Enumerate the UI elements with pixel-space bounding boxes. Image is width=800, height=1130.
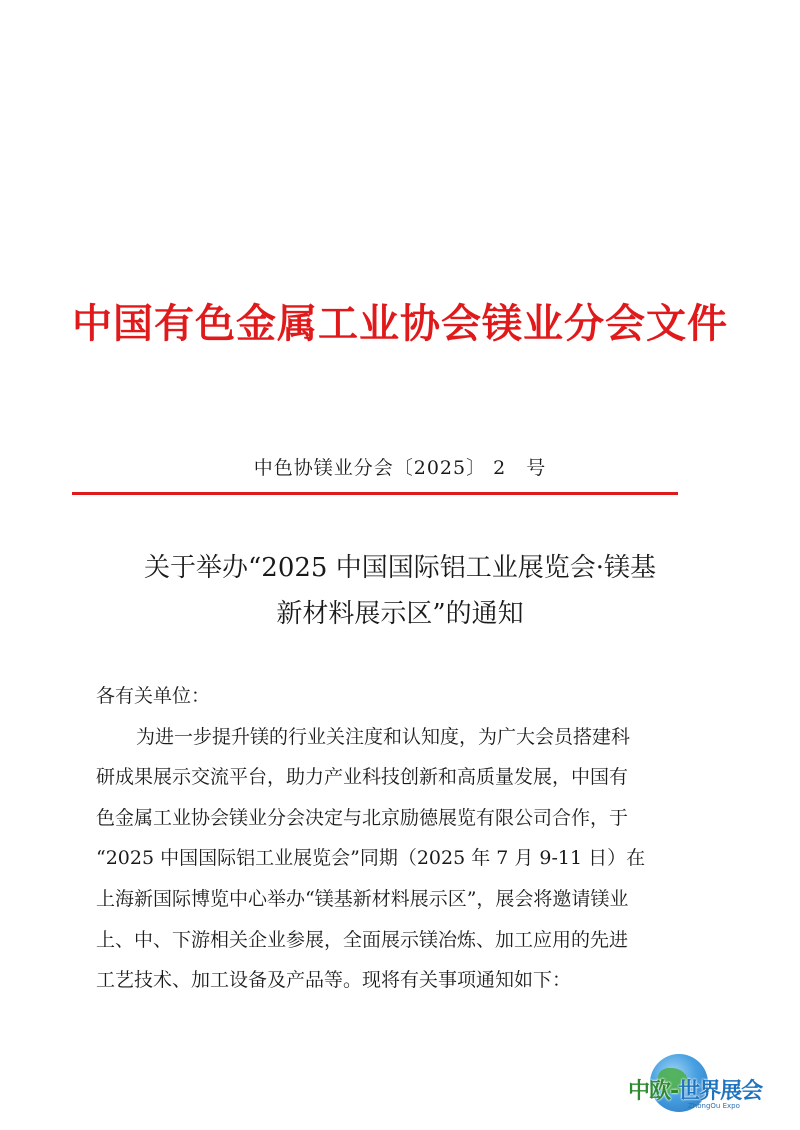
salutation: 各有关单位：	[96, 685, 211, 707]
watermark-text	[628, 1074, 794, 1105]
issuer-header-title: 中国有色金属工业协会镁业分会文件	[72, 301, 728, 347]
document-number: 中色协镁业分会〔2025〕 2 号	[253, 457, 547, 479]
watermark-text-blue: 世界展会	[678, 1079, 763, 1104]
body-line: 为进一步提升镁的行业关注度和认知度，为广大会员搭建科	[136, 725, 631, 748]
notice-title-line-1: 关于举办“2025 中国国际铝工业展览会·镁基	[144, 553, 656, 583]
notice-title	[0, 545, 800, 637]
notice-title-line-2: 新材料展示区”的通知	[276, 599, 524, 629]
red-divider-line	[72, 492, 678, 495]
watermark-subtext: ZhongOu Expo	[688, 1102, 740, 1110]
watermark-text-green: 中欧-	[628, 1079, 679, 1104]
body-line: 上、中、下游相关企业参展，全面展示镁冶炼、加工应用的先进	[96, 928, 629, 951]
notice-body	[96, 676, 708, 1001]
body-line: “2025 中国国际铝工业展览会”同期（2025 年 7 月 9-11 日）在	[96, 847, 646, 870]
body-line: 色金属工业协会镁业分会决定与北京励德展览有限公司合作，于	[96, 806, 629, 829]
watermark-logo	[628, 1050, 794, 1122]
body-line: 上海新国际博览中心举办“镁基新材料展示区”，展会将邀请镁业	[96, 887, 629, 910]
body-line: 工艺技术、加工设备及产品等。现将有关事项通知如下：	[96, 969, 572, 992]
body-line: 研成果展示交流平台，助力产业科技创新和高质量发展，中国有	[96, 766, 629, 789]
